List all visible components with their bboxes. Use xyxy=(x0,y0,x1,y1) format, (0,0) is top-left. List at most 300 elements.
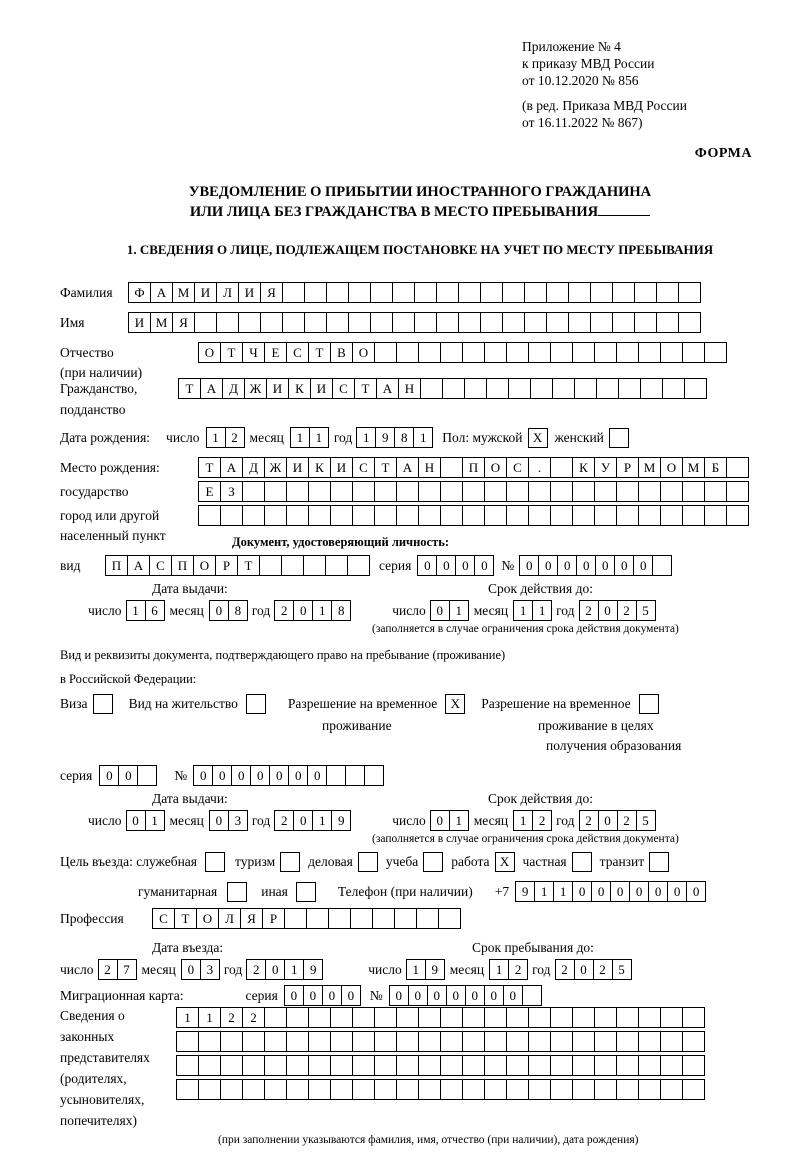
char-cell[interactable] xyxy=(264,1079,287,1100)
char-cell[interactable] xyxy=(394,908,417,929)
char-cell[interactable] xyxy=(328,908,351,929)
char-cell[interactable] xyxy=(480,312,503,333)
char-cell[interactable] xyxy=(528,1007,551,1028)
char-cell[interactable]: Ж xyxy=(264,457,287,478)
char-cell[interactable] xyxy=(374,342,397,363)
char-cell[interactable]: 0 xyxy=(598,810,618,831)
char-cell[interactable] xyxy=(682,481,705,502)
char-cell[interactable]: Н xyxy=(418,457,441,478)
char-cell[interactable]: 1 xyxy=(356,427,376,448)
entry-month-input[interactable] xyxy=(181,959,219,980)
char-cell[interactable] xyxy=(528,342,551,363)
char-cell[interactable]: 2 xyxy=(246,959,266,980)
char-cell[interactable]: Т xyxy=(174,908,197,929)
char-cell[interactable] xyxy=(176,1055,199,1076)
char-cell[interactable] xyxy=(678,312,701,333)
char-cell[interactable] xyxy=(550,481,573,502)
char-cell[interactable]: О xyxy=(660,457,683,478)
char-cell[interactable]: С xyxy=(152,908,175,929)
char-cell[interactable] xyxy=(436,312,459,333)
char-cell[interactable] xyxy=(550,505,573,526)
char-cell[interactable]: 0 xyxy=(474,555,494,576)
char-cell[interactable]: 3 xyxy=(228,810,248,831)
char-cell[interactable]: 0 xyxy=(99,765,119,786)
char-cell[interactable]: Т xyxy=(178,378,201,399)
permit-issue-year-input[interactable] xyxy=(274,810,350,831)
char-cell[interactable]: 1 xyxy=(290,427,310,448)
doc-issue-year-input[interactable] xyxy=(274,600,350,621)
char-cell[interactable] xyxy=(396,1031,419,1052)
char-cell[interactable]: Е xyxy=(264,342,287,363)
char-cell[interactable] xyxy=(660,1079,683,1100)
char-cell[interactable]: С xyxy=(149,555,172,576)
char-cell[interactable] xyxy=(352,1007,375,1028)
char-cell[interactable] xyxy=(326,312,349,333)
char-cell[interactable] xyxy=(440,457,463,478)
char-cell[interactable]: С xyxy=(286,342,309,363)
char-cell[interactable] xyxy=(440,1079,463,1100)
entry-day-input[interactable] xyxy=(98,959,136,980)
char-cell[interactable] xyxy=(638,1007,661,1028)
char-cell[interactable]: С xyxy=(352,457,375,478)
char-cell[interactable] xyxy=(194,312,217,333)
char-cell[interactable]: 2 xyxy=(274,600,294,621)
char-cell[interactable]: И xyxy=(266,378,289,399)
char-cell[interactable]: 1 xyxy=(513,600,533,621)
char-cell[interactable]: 0 xyxy=(686,881,706,902)
char-cell[interactable]: 0 xyxy=(465,985,485,1006)
char-cell[interactable]: 8 xyxy=(228,600,248,621)
char-cell[interactable]: 0 xyxy=(417,555,437,576)
char-cell[interactable] xyxy=(416,908,439,929)
char-cell[interactable]: 0 xyxy=(126,810,146,831)
char-cell[interactable]: 0 xyxy=(648,881,668,902)
char-cell[interactable]: 9 xyxy=(303,959,323,980)
char-cell[interactable] xyxy=(528,1079,551,1100)
char-cell[interactable]: М xyxy=(172,282,195,303)
char-cell[interactable] xyxy=(242,1055,265,1076)
char-cell[interactable] xyxy=(396,342,419,363)
char-cell[interactable] xyxy=(259,555,282,576)
char-cell[interactable] xyxy=(656,282,679,303)
char-cell[interactable] xyxy=(530,378,553,399)
char-cell[interactable] xyxy=(660,342,683,363)
char-cell[interactable]: Я xyxy=(260,282,283,303)
char-cell[interactable] xyxy=(348,312,371,333)
char-cell[interactable] xyxy=(374,1055,397,1076)
char-cell[interactable] xyxy=(550,1007,573,1028)
char-cell[interactable]: Р xyxy=(262,908,285,929)
char-cell[interactable] xyxy=(286,481,309,502)
char-cell[interactable] xyxy=(242,481,265,502)
char-cell[interactable]: З xyxy=(220,481,243,502)
char-cell[interactable] xyxy=(524,312,547,333)
char-cell[interactable]: 3 xyxy=(200,959,220,980)
char-cell[interactable] xyxy=(220,1079,243,1100)
char-cell[interactable] xyxy=(550,457,573,478)
char-cell[interactable]: 1 xyxy=(489,959,509,980)
char-cell[interactable] xyxy=(484,505,507,526)
char-cell[interactable] xyxy=(264,1055,287,1076)
char-cell[interactable]: 1 xyxy=(176,1007,199,1028)
char-cell[interactable]: 2 xyxy=(274,810,294,831)
char-cell[interactable]: 0 xyxy=(503,985,523,1006)
sex-male-checkbox[interactable]: X xyxy=(528,428,548,448)
char-cell[interactable] xyxy=(616,1079,639,1100)
stay-month-input[interactable] xyxy=(489,959,527,980)
char-cell[interactable] xyxy=(546,312,569,333)
char-cell[interactable] xyxy=(678,282,701,303)
char-cell[interactable]: Л xyxy=(218,908,241,929)
char-cell[interactable]: М xyxy=(638,457,661,478)
char-cell[interactable] xyxy=(462,1031,485,1052)
char-cell[interactable] xyxy=(418,1007,441,1028)
char-cell[interactable] xyxy=(372,908,395,929)
char-cell[interactable] xyxy=(458,282,481,303)
char-cell[interactable]: О xyxy=(484,457,507,478)
char-cell[interactable] xyxy=(484,1007,507,1028)
char-cell[interactable] xyxy=(352,1055,375,1076)
char-cell[interactable]: 1 xyxy=(126,600,146,621)
char-cell[interactable] xyxy=(462,481,485,502)
char-cell[interactable] xyxy=(506,1055,529,1076)
char-cell[interactable] xyxy=(616,505,639,526)
char-cell[interactable]: 0 xyxy=(576,555,596,576)
char-cell[interactable] xyxy=(726,457,749,478)
char-cell[interactable] xyxy=(704,505,727,526)
char-cell[interactable]: 0 xyxy=(572,881,592,902)
char-cell[interactable] xyxy=(594,1055,617,1076)
birth-year-input[interactable] xyxy=(356,427,432,448)
char-cell[interactable] xyxy=(616,1031,639,1052)
char-cell[interactable] xyxy=(682,342,705,363)
char-cell[interactable]: Р xyxy=(616,457,639,478)
char-cell[interactable]: 0 xyxy=(610,881,630,902)
purpose-study-checkbox[interactable] xyxy=(423,852,443,872)
char-cell[interactable]: 0 xyxy=(231,765,251,786)
char-cell[interactable] xyxy=(462,1079,485,1100)
purpose-tourism-checkbox[interactable] xyxy=(280,852,300,872)
char-cell[interactable]: 0 xyxy=(181,959,201,980)
purpose-work-checkbox[interactable]: X xyxy=(495,852,515,872)
char-cell[interactable]: 0 xyxy=(598,600,618,621)
char-cell[interactable] xyxy=(220,1055,243,1076)
char-cell[interactable] xyxy=(330,1055,353,1076)
birth-day-input[interactable] xyxy=(206,427,244,448)
char-cell[interactable]: 0 xyxy=(667,881,687,902)
char-cell[interactable]: 2 xyxy=(508,959,528,980)
char-cell[interactable]: 0 xyxy=(284,985,304,1006)
char-cell[interactable]: 9 xyxy=(515,881,535,902)
char-cell[interactable]: 0 xyxy=(118,765,138,786)
char-cell[interactable]: Я xyxy=(240,908,263,929)
char-cell[interactable] xyxy=(414,282,437,303)
char-cell[interactable] xyxy=(612,312,635,333)
char-cell[interactable] xyxy=(418,1079,441,1100)
char-cell[interactable] xyxy=(464,378,487,399)
edu-residence-checkbox[interactable] xyxy=(639,694,659,714)
char-cell[interactable]: 0 xyxy=(389,985,409,1006)
char-cell[interactable] xyxy=(308,1031,331,1052)
char-cell[interactable]: 2 xyxy=(579,810,599,831)
char-cell[interactable] xyxy=(198,505,221,526)
char-cell[interactable] xyxy=(396,1055,419,1076)
char-cell[interactable] xyxy=(458,312,481,333)
char-cell[interactable] xyxy=(568,312,591,333)
char-cell[interactable]: 0 xyxy=(341,985,361,1006)
char-cell[interactable]: 2 xyxy=(617,810,637,831)
patronymic-input[interactable] xyxy=(198,342,726,363)
char-cell[interactable]: В xyxy=(330,342,353,363)
phone-input[interactable] xyxy=(515,881,705,902)
char-cell[interactable]: 0 xyxy=(265,959,285,980)
char-cell[interactable] xyxy=(506,481,529,502)
char-cell[interactable]: О xyxy=(193,555,216,576)
char-cell[interactable]: Л xyxy=(216,282,239,303)
visa-checkbox[interactable] xyxy=(93,694,113,714)
char-cell[interactable] xyxy=(612,282,635,303)
char-cell[interactable] xyxy=(528,481,551,502)
char-cell[interactable] xyxy=(660,1031,683,1052)
char-cell[interactable] xyxy=(524,282,547,303)
char-cell[interactable]: 0 xyxy=(484,985,504,1006)
char-cell[interactable] xyxy=(308,1079,331,1100)
char-cell[interactable] xyxy=(480,282,503,303)
char-cell[interactable] xyxy=(242,505,265,526)
char-cell[interactable] xyxy=(396,481,419,502)
char-cell[interactable] xyxy=(330,481,353,502)
char-cell[interactable] xyxy=(506,1031,529,1052)
legal-input-line2[interactable] xyxy=(176,1031,704,1052)
char-cell[interactable]: 9 xyxy=(331,810,351,831)
char-cell[interactable] xyxy=(440,342,463,363)
char-cell[interactable] xyxy=(484,481,507,502)
char-cell[interactable] xyxy=(330,1079,353,1100)
doc-number-input[interactable] xyxy=(519,555,671,576)
char-cell[interactable] xyxy=(374,1031,397,1052)
char-cell[interactable] xyxy=(550,1055,573,1076)
char-cell[interactable] xyxy=(176,1079,199,1100)
char-cell[interactable]: 0 xyxy=(322,985,342,1006)
doc-issue-day-input[interactable] xyxy=(126,600,164,621)
char-cell[interactable] xyxy=(352,505,375,526)
char-cell[interactable]: П xyxy=(462,457,485,478)
char-cell[interactable]: С xyxy=(332,378,355,399)
char-cell[interactable]: 2 xyxy=(579,600,599,621)
char-cell[interactable]: Т xyxy=(308,342,331,363)
char-cell[interactable] xyxy=(304,312,327,333)
birthplace-input-line3[interactable] xyxy=(198,505,748,526)
char-cell[interactable]: 1 xyxy=(284,959,304,980)
char-cell[interactable]: 2 xyxy=(225,427,245,448)
char-cell[interactable]: 9 xyxy=(425,959,445,980)
char-cell[interactable]: 5 xyxy=(636,810,656,831)
char-cell[interactable]: 2 xyxy=(617,600,637,621)
char-cell[interactable]: 0 xyxy=(430,810,450,831)
permit-valid-year-input[interactable] xyxy=(579,810,655,831)
char-cell[interactable] xyxy=(638,342,661,363)
char-cell[interactable] xyxy=(264,1007,287,1028)
char-cell[interactable] xyxy=(238,312,261,333)
char-cell[interactable] xyxy=(528,505,551,526)
char-cell[interactable] xyxy=(704,342,727,363)
char-cell[interactable] xyxy=(640,378,663,399)
char-cell[interactable] xyxy=(392,312,415,333)
char-cell[interactable] xyxy=(616,1007,639,1028)
char-cell[interactable] xyxy=(442,378,465,399)
char-cell[interactable]: Я xyxy=(172,312,195,333)
char-cell[interactable]: 0 xyxy=(193,765,213,786)
char-cell[interactable]: 7 xyxy=(117,959,137,980)
char-cell[interactable] xyxy=(374,1007,397,1028)
char-cell[interactable] xyxy=(594,505,617,526)
char-cell[interactable]: 5 xyxy=(612,959,632,980)
char-cell[interactable]: 2 xyxy=(555,959,575,980)
purpose-humanitarian-checkbox[interactable] xyxy=(227,882,247,902)
char-cell[interactable]: К xyxy=(572,457,595,478)
char-cell[interactable] xyxy=(264,505,287,526)
char-cell[interactable] xyxy=(550,342,573,363)
char-cell[interactable] xyxy=(528,1055,551,1076)
char-cell[interactable] xyxy=(550,1031,573,1052)
char-cell[interactable] xyxy=(596,378,619,399)
char-cell[interactable]: 6 xyxy=(145,600,165,621)
char-cell[interactable] xyxy=(528,1031,551,1052)
char-cell[interactable]: 0 xyxy=(209,810,229,831)
permit-issue-month-input[interactable] xyxy=(209,810,247,831)
stay-year-input[interactable] xyxy=(555,959,631,980)
char-cell[interactable] xyxy=(502,312,525,333)
char-cell[interactable] xyxy=(396,1079,419,1100)
char-cell[interactable]: 2 xyxy=(220,1007,243,1028)
char-cell[interactable] xyxy=(260,312,283,333)
char-cell[interactable]: П xyxy=(171,555,194,576)
char-cell[interactable] xyxy=(374,1079,397,1100)
char-cell[interactable]: 0 xyxy=(633,555,653,576)
char-cell[interactable] xyxy=(308,505,331,526)
char-cell[interactable] xyxy=(418,1031,441,1052)
char-cell[interactable]: 1 xyxy=(449,600,469,621)
char-cell[interactable] xyxy=(684,378,707,399)
char-cell[interactable]: Т xyxy=(237,555,260,576)
char-cell[interactable] xyxy=(198,1055,221,1076)
char-cell[interactable]: 0 xyxy=(250,765,270,786)
char-cell[interactable] xyxy=(572,1055,595,1076)
purpose-business-checkbox[interactable] xyxy=(358,852,378,872)
char-cell[interactable] xyxy=(726,481,749,502)
char-cell[interactable]: 1 xyxy=(309,427,329,448)
char-cell[interactable]: 0 xyxy=(293,600,313,621)
char-cell[interactable] xyxy=(552,378,575,399)
char-cell[interactable] xyxy=(506,505,529,526)
char-cell[interactable]: А xyxy=(200,378,223,399)
char-cell[interactable]: 1 xyxy=(553,881,573,902)
char-cell[interactable]: Ф xyxy=(128,282,151,303)
char-cell[interactable]: Н xyxy=(398,378,421,399)
char-cell[interactable] xyxy=(568,282,591,303)
doc-issue-month-input[interactable] xyxy=(209,600,247,621)
purpose-private-checkbox[interactable] xyxy=(572,852,592,872)
char-cell[interactable] xyxy=(330,505,353,526)
char-cell[interactable]: 1 xyxy=(312,600,332,621)
char-cell[interactable]: 0 xyxy=(595,555,615,576)
permit-issue-day-input[interactable] xyxy=(126,810,164,831)
char-cell[interactable] xyxy=(590,312,613,333)
char-cell[interactable] xyxy=(306,908,329,929)
char-cell[interactable]: 5 xyxy=(636,600,656,621)
char-cell[interactable]: И xyxy=(286,457,309,478)
char-cell[interactable]: 0 xyxy=(303,985,323,1006)
char-cell[interactable]: 2 xyxy=(532,810,552,831)
char-cell[interactable]: И xyxy=(128,312,151,333)
char-cell[interactable]: А xyxy=(396,457,419,478)
doc-kind-input[interactable] xyxy=(105,555,369,576)
char-cell[interactable] xyxy=(352,1031,375,1052)
char-cell[interactable]: 0 xyxy=(209,600,229,621)
char-cell[interactable]: О xyxy=(196,908,219,929)
char-cell[interactable] xyxy=(682,1007,705,1028)
char-cell[interactable] xyxy=(502,282,525,303)
char-cell[interactable] xyxy=(352,481,375,502)
char-cell[interactable]: 1 xyxy=(406,959,426,980)
char-cell[interactable] xyxy=(345,765,365,786)
char-cell[interactable]: П xyxy=(105,555,128,576)
char-cell[interactable]: 2 xyxy=(242,1007,265,1028)
char-cell[interactable]: 0 xyxy=(293,810,313,831)
char-cell[interactable] xyxy=(462,505,485,526)
char-cell[interactable]: И xyxy=(310,378,333,399)
char-cell[interactable] xyxy=(198,1079,221,1100)
char-cell[interactable] xyxy=(660,1055,683,1076)
char-cell[interactable] xyxy=(550,1079,573,1100)
char-cell[interactable]: 1 xyxy=(532,600,552,621)
char-cell[interactable] xyxy=(484,1079,507,1100)
birthplace-input-line2[interactable] xyxy=(198,481,748,502)
migration-series-input[interactable] xyxy=(284,985,360,1006)
char-cell[interactable] xyxy=(616,481,639,502)
char-cell[interactable]: 1 xyxy=(534,881,554,902)
char-cell[interactable] xyxy=(286,1055,309,1076)
char-cell[interactable]: О xyxy=(352,342,375,363)
char-cell[interactable] xyxy=(506,1007,529,1028)
birthplace-input-line1[interactable] xyxy=(198,457,748,478)
char-cell[interactable]: Ж xyxy=(244,378,267,399)
char-cell[interactable]: А xyxy=(150,282,173,303)
char-cell[interactable] xyxy=(374,505,397,526)
profession-input[interactable] xyxy=(152,908,460,929)
char-cell[interactable] xyxy=(352,1079,375,1100)
char-cell[interactable]: 1 xyxy=(145,810,165,831)
char-cell[interactable]: К xyxy=(308,457,331,478)
char-cell[interactable] xyxy=(284,908,307,929)
char-cell[interactable] xyxy=(506,1079,529,1100)
char-cell[interactable]: 1 xyxy=(449,810,469,831)
char-cell[interactable] xyxy=(660,505,683,526)
char-cell[interactable] xyxy=(462,1007,485,1028)
char-cell[interactable] xyxy=(326,765,346,786)
purpose-transit-checkbox[interactable] xyxy=(649,852,669,872)
char-cell[interactable] xyxy=(304,282,327,303)
char-cell[interactable]: 8 xyxy=(394,427,414,448)
char-cell[interactable] xyxy=(462,342,485,363)
char-cell[interactable] xyxy=(508,378,531,399)
char-cell[interactable] xyxy=(308,481,331,502)
char-cell[interactable] xyxy=(418,481,441,502)
char-cell[interactable] xyxy=(264,481,287,502)
char-cell[interactable] xyxy=(286,1079,309,1100)
char-cell[interactable]: 0 xyxy=(288,765,308,786)
doc-valid-month-input[interactable] xyxy=(513,600,551,621)
